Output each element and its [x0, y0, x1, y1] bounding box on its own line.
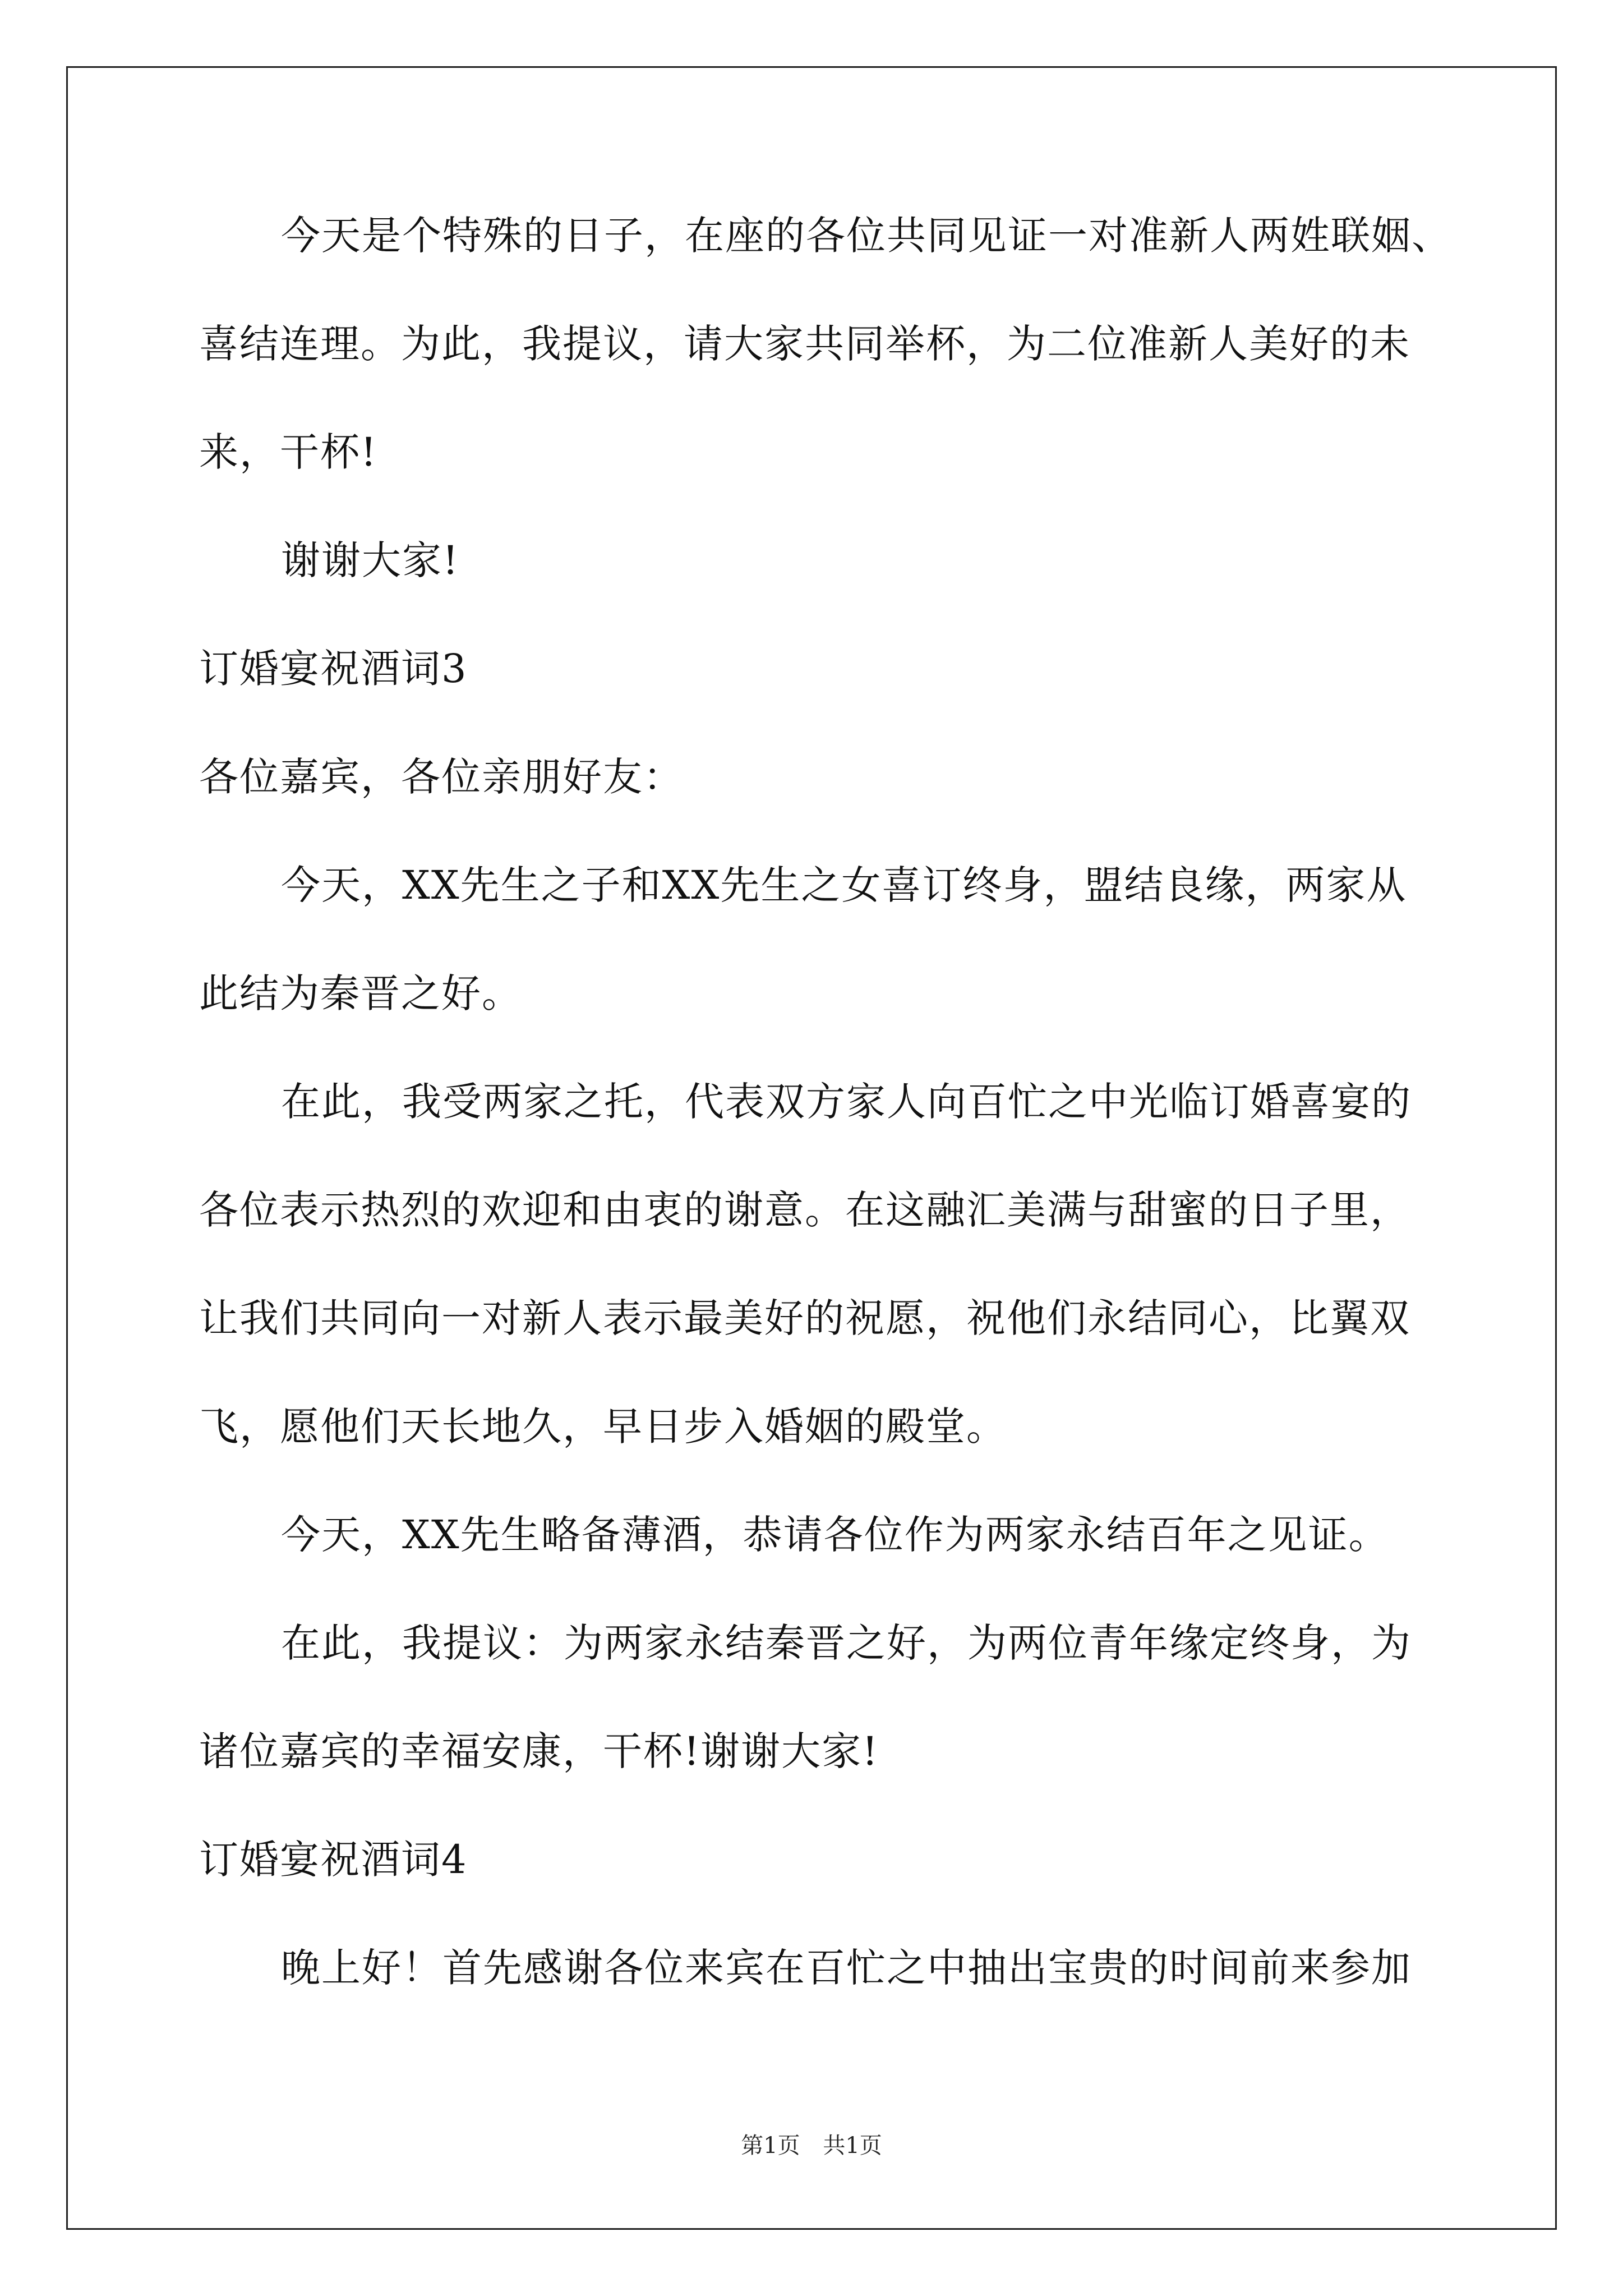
- paragraph-line: 诸位嘉宾的幸福安康，干杯!谢谢大家!: [199, 1728, 879, 1774]
- page-number: 第1页: [741, 2133, 800, 2159]
- page-total: 共1页: [823, 2133, 882, 2159]
- paragraph-line: 在此，我受两家之托，代表双方家人向百忙之中光临订婚喜宴的: [281, 1079, 1412, 1125]
- page-footer: [0, 2132, 1623, 2160]
- paragraph-line: 来，干杯!: [199, 429, 378, 475]
- paragraph-line: 此结为秦晋之好。: [199, 970, 522, 1016]
- paragraph-line: 在此，我提议：为两家永结秦晋之好，为两位青年缘定终身，为: [281, 1620, 1412, 1666]
- paragraph-line: 飞，愿他们天长地久，早日步入婚姻的殿堂。: [199, 1404, 1007, 1450]
- paragraph-line: 谢谢大家!: [281, 537, 460, 583]
- paragraph-line: 今天，XX先生之子和XX先生之女喜订终身，盟结良缘，两家从: [281, 862, 1407, 908]
- paragraph-line: 让我们共同向一对新人表示最美好的祝愿，祝他们永结同心，比翼双: [199, 1295, 1410, 1341]
- section-heading: 订婚宴祝酒词3: [199, 646, 468, 692]
- paragraph-line: 今天是个特殊的日子，在座的各位共同见证一对准新人两姓联姻、: [281, 213, 1452, 259]
- paragraph-line: 晚上好！首先感谢各位来宾在百忙之中抽出宝贵的时间前来参加: [281, 1945, 1412, 1991]
- paragraph-line: 喜结连理。为此，我提议，请大家共同举杯，为二位准新人美好的未: [199, 321, 1410, 367]
- paragraph-line: 各位表示热烈的欢迎和由衷的谢意。在这融汇美满与甜蜜的日子里，: [199, 1187, 1410, 1233]
- paragraph-line: 今天，XX先生略备薄酒，恭请各位作为两家永结百年之见证。: [281, 1512, 1389, 1558]
- section-heading: 订婚宴祝酒词4: [199, 1837, 468, 1883]
- salutation: 各位嘉宾，各位亲朋好友：: [199, 754, 684, 800]
- page-frame: [66, 66, 1557, 2230]
